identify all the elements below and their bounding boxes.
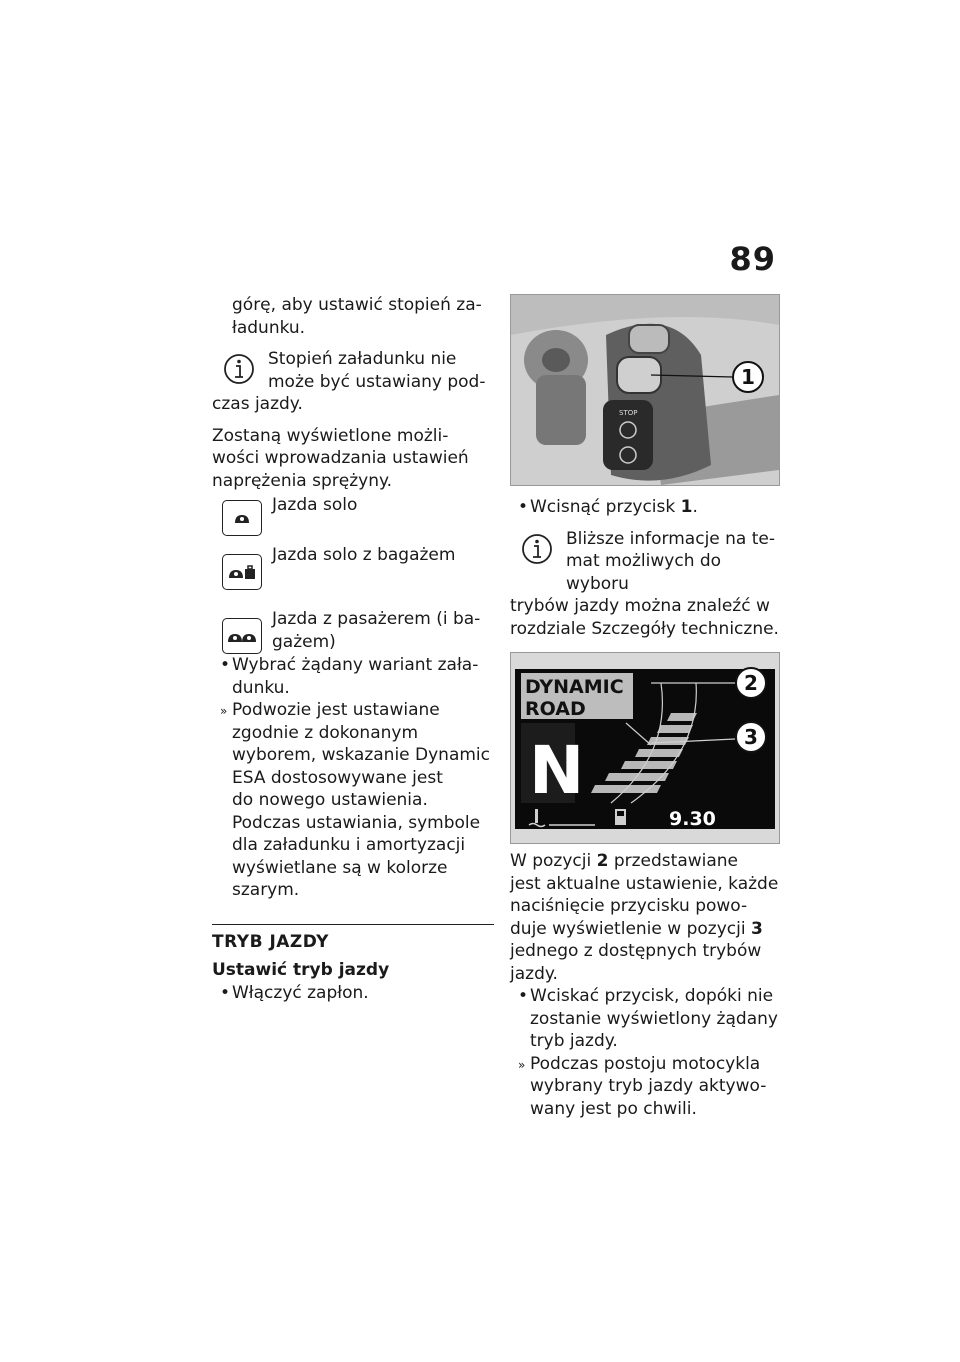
info-icon bbox=[520, 532, 554, 566]
result-line: szarym. bbox=[232, 880, 300, 900]
result-line: Podczas ustawiania, symbole bbox=[232, 812, 481, 833]
sub-title: Ustawić tryb jazdy bbox=[212, 960, 390, 980]
result-line: Podwozie jest ustawiane bbox=[232, 700, 440, 720]
display-gear: N bbox=[529, 732, 585, 809]
note-text: trybów jazdy można znaleźć w bbox=[510, 596, 770, 616]
fuel-icon bbox=[615, 809, 626, 825]
paragraph: naciśnięcie przycisku powo- bbox=[510, 896, 748, 916]
page-number: 89 bbox=[729, 240, 776, 278]
paragraph: Zostaną wyświetlone możli- bbox=[212, 425, 449, 446]
info-note bbox=[510, 528, 780, 641]
note-text: może być ustawiany pod- bbox=[268, 371, 486, 392]
paragraph: jednego z dostępnych trybów bbox=[510, 941, 762, 961]
paragraph: jazdy. bbox=[510, 963, 558, 984]
callout-2: 2 bbox=[744, 671, 758, 695]
result-line: wyświetlane są w kolorze bbox=[232, 857, 448, 878]
paragraph: wości wprowadzania ustawień bbox=[212, 448, 469, 468]
info-icon bbox=[222, 352, 256, 386]
load-label: gażem) bbox=[272, 631, 336, 652]
load-label: Jazda solo bbox=[272, 495, 358, 515]
left-column bbox=[212, 294, 494, 1004]
paragraph: naprężenia sprężyny. bbox=[212, 470, 393, 491]
section-divider bbox=[212, 924, 494, 925]
result-line: dla załadunku i amortyzacji bbox=[232, 835, 466, 855]
paragraph: jest aktualne ustawienie, każde bbox=[510, 873, 779, 894]
load-label: Jazda solo z bagażem bbox=[272, 545, 456, 565]
load-option-solo-luggage bbox=[212, 544, 494, 590]
solo-luggage-icon bbox=[222, 554, 262, 590]
bullet-item: • Włączyć zapłon. bbox=[212, 982, 494, 1005]
result-text bbox=[232, 699, 494, 902]
info-note bbox=[212, 348, 494, 416]
result-line: wyborem, wskazanie Dynamic bbox=[232, 745, 490, 765]
result-mark: » bbox=[220, 704, 228, 718]
paragraph: duje wyświetlenie w pozycji 3 bbox=[510, 918, 763, 939]
display-next-mode: ROAD bbox=[525, 698, 586, 720]
bullet-item: • Wcisnąć przycisk 1. bbox=[510, 496, 780, 519]
note-text: mat możliwych do wyboru bbox=[566, 551, 722, 594]
bullet-item: • Wybrać żądany wariant zała- dunku. bbox=[212, 654, 494, 699]
dashboard-display-figure bbox=[510, 652, 780, 844]
stop-label: STOP bbox=[619, 409, 638, 417]
display-value: 9.30 bbox=[669, 808, 716, 830]
result-item: » Podczas postoju motocykla wybrany tryb jazdy aktywo- wany jest po chwili. bbox=[518, 1053, 767, 1119]
note-text: Bliższe informacje na te- bbox=[566, 528, 776, 549]
result-line: zgodnie z dokonanym bbox=[232, 722, 419, 743]
callout-1: 1 bbox=[741, 365, 755, 389]
note-text: rozdziale Szczegóły techniczne. bbox=[510, 618, 779, 639]
callout-3: 3 bbox=[744, 725, 758, 749]
display-mode: DYNAMIC bbox=[525, 676, 624, 698]
continued-text: ładunku. bbox=[232, 317, 306, 338]
bullet-item: • Wciskać przycisk, dopóki nie zostanie wyświetlony żądany tryb jazdy. bbox=[510, 985, 780, 1053]
handlebar-switch-figure bbox=[510, 294, 780, 486]
note-text: czas jazdy. bbox=[212, 394, 303, 414]
result-mark: » bbox=[518, 1057, 526, 1072]
solo-rider-icon bbox=[222, 500, 262, 536]
section-title: TRYB JAZDY bbox=[212, 931, 329, 952]
load-option-solo bbox=[212, 494, 494, 536]
result-item bbox=[212, 699, 494, 902]
result-line: ESA dostosowywane jest bbox=[232, 767, 443, 788]
result-line: do nowego ustawienia. bbox=[232, 790, 428, 810]
load-label: Jazda z pasażerem (i ba- bbox=[272, 609, 481, 629]
load-option-passenger bbox=[212, 608, 494, 654]
paragraph: W pozycji 2 przedstawiane bbox=[510, 851, 739, 871]
right-column bbox=[510, 294, 780, 1120]
continued-text: górę, aby ustawić stopień za- bbox=[232, 295, 482, 315]
passenger-icon bbox=[222, 618, 262, 654]
note-text: Stopień załadunku nie bbox=[268, 349, 457, 369]
